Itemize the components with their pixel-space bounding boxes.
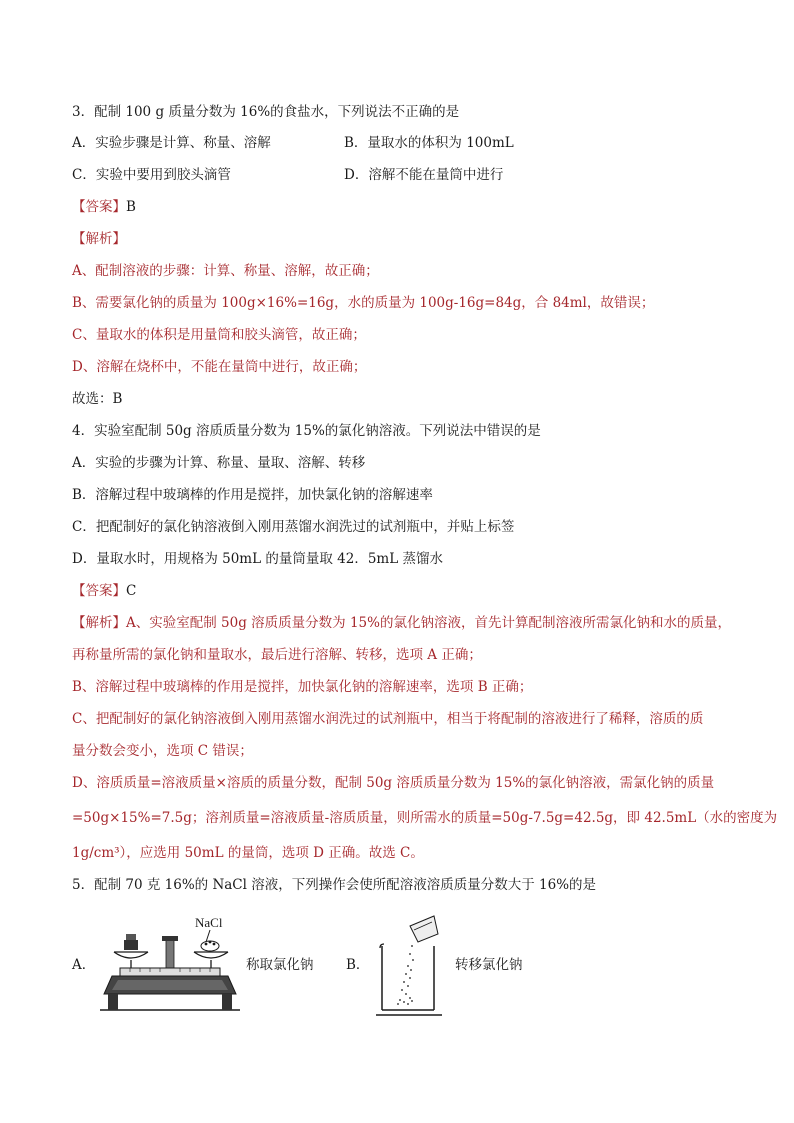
- q5-option-a-letter: A．: [72, 957, 96, 973]
- q3-option-b: B．量取水的体积为 100mL: [344, 135, 514, 151]
- nacl-label: NaCl: [195, 915, 223, 930]
- q4-analysis-first: [72, 613, 731, 633]
- beaker-transfer-figure: [374, 912, 444, 1017]
- q4-option-c: C．把配制好的氯化钠溶液倒入刚用蒸馏水润洗过的试剂瓶中，并贴上标签: [72, 519, 515, 535]
- q4-analysis-line: A、实验室配制 50g 溶质质量分数为 15%的氯化钠溶液，首先计算配制溶液所需氯化钠和水的质量，: [126, 615, 731, 631]
- q4-analysis-line: B、溶解过程中玻璃棒的作用是搅拌，加快氯化钠的溶解速率，选项 B 正确；: [72, 679, 533, 695]
- answer-value: C: [126, 583, 137, 599]
- q3-analysis-line: C、量取水的体积是用量筒和胶头滴管，故正确；: [72, 327, 366, 343]
- q3-stem: 3．配制 100 g 质量分数为 16%的食盐水，下列说法不正确的是: [72, 104, 460, 120]
- q4-option-d: D．量取水时，用规格为 50mL 的量筒量取 42．5mL 蒸馏水: [72, 551, 443, 567]
- q4-analysis-line: 量分数会变小，选项 C 错误；: [72, 743, 253, 759]
- q4-analysis-line: D、溶质质量=溶液质量×溶质的质量分数，配制 50g 溶质质量分数为 15%的氯化钠溶液，需氯化钠的质量: [72, 775, 715, 791]
- q3-answer: [72, 197, 136, 217]
- q5-option-b-letter: B．: [346, 957, 370, 973]
- q4-analysis-line: C、把配制好的氯化钠溶液倒入刚用蒸馏水润洗过的试剂瓶中，相当于将配制的溶液进行了稀释，溶质的质: [72, 711, 704, 727]
- q4-option-a: A．实验的步骤为计算、称量、量取、溶解、转移: [72, 455, 366, 471]
- q3-option-d: D．溶解不能在量筒中进行: [344, 167, 504, 183]
- balance-scale-figure: [100, 910, 240, 1015]
- q4-analysis-line: 再称量所需的氯化钠和量取水，最后进行溶解、转移，选项 A 正确；: [72, 647, 482, 663]
- q4-answer: [72, 581, 136, 601]
- answer-tag: 【答案】: [72, 583, 126, 599]
- answer-value: B: [126, 199, 136, 215]
- q4-analysis-line: 1g/cm³），应选用 50mL 的量筒，选项 D 正确。故选 C。: [72, 845, 424, 861]
- q5-option-b-caption: 转移氯化钠: [455, 957, 523, 973]
- answer-tag: 【答案】: [72, 199, 126, 215]
- q3-option-a: A．实验步骤是计算、称量、溶解: [72, 135, 271, 151]
- q5-option-a-caption: 称取氯化钠: [246, 957, 314, 973]
- q3-analysis-line: D、溶解在烧杯中，不能在量筒中进行，故正确；: [72, 359, 367, 375]
- q3-choice: 故选：B: [72, 391, 123, 407]
- q3-analysis-line: B、需要氯化钠的质量为 100g×16%=16g，水的质量为 100g-16g=84g，合 84ml，故错误；: [72, 295, 655, 311]
- analysis-tag: 【解析】: [72, 615, 126, 631]
- q4-stem: 4．实验室配制 50g 溶质质量分数为 15%的氯化钠溶液。下列说法中错误的是: [72, 423, 541, 439]
- q4-analysis-line: =50g×15%=7.5g；溶剂质量=溶液质量-溶质质量，则所需水的质量=50g-7.5g=42.5g，即 42.5mL（水的密度为: [72, 810, 778, 826]
- q5-stem: 5．配制 70 克 16%的 NaCl 溶液，下列操作会使所配溶液溶质质量分数大于 16%的是: [72, 877, 597, 893]
- q3-analysis-tag: 【解析】: [72, 231, 126, 247]
- q3-option-c: C．实验中要用到胶头滴管: [72, 167, 231, 183]
- q3-analysis-line: A、配制溶液的步骤：计算、称量、溶解，故正确；: [72, 263, 379, 279]
- q4-option-b: B．溶解过程中玻璃棒的作用是搅拌，加快氯化钠的溶解速率: [72, 487, 433, 503]
